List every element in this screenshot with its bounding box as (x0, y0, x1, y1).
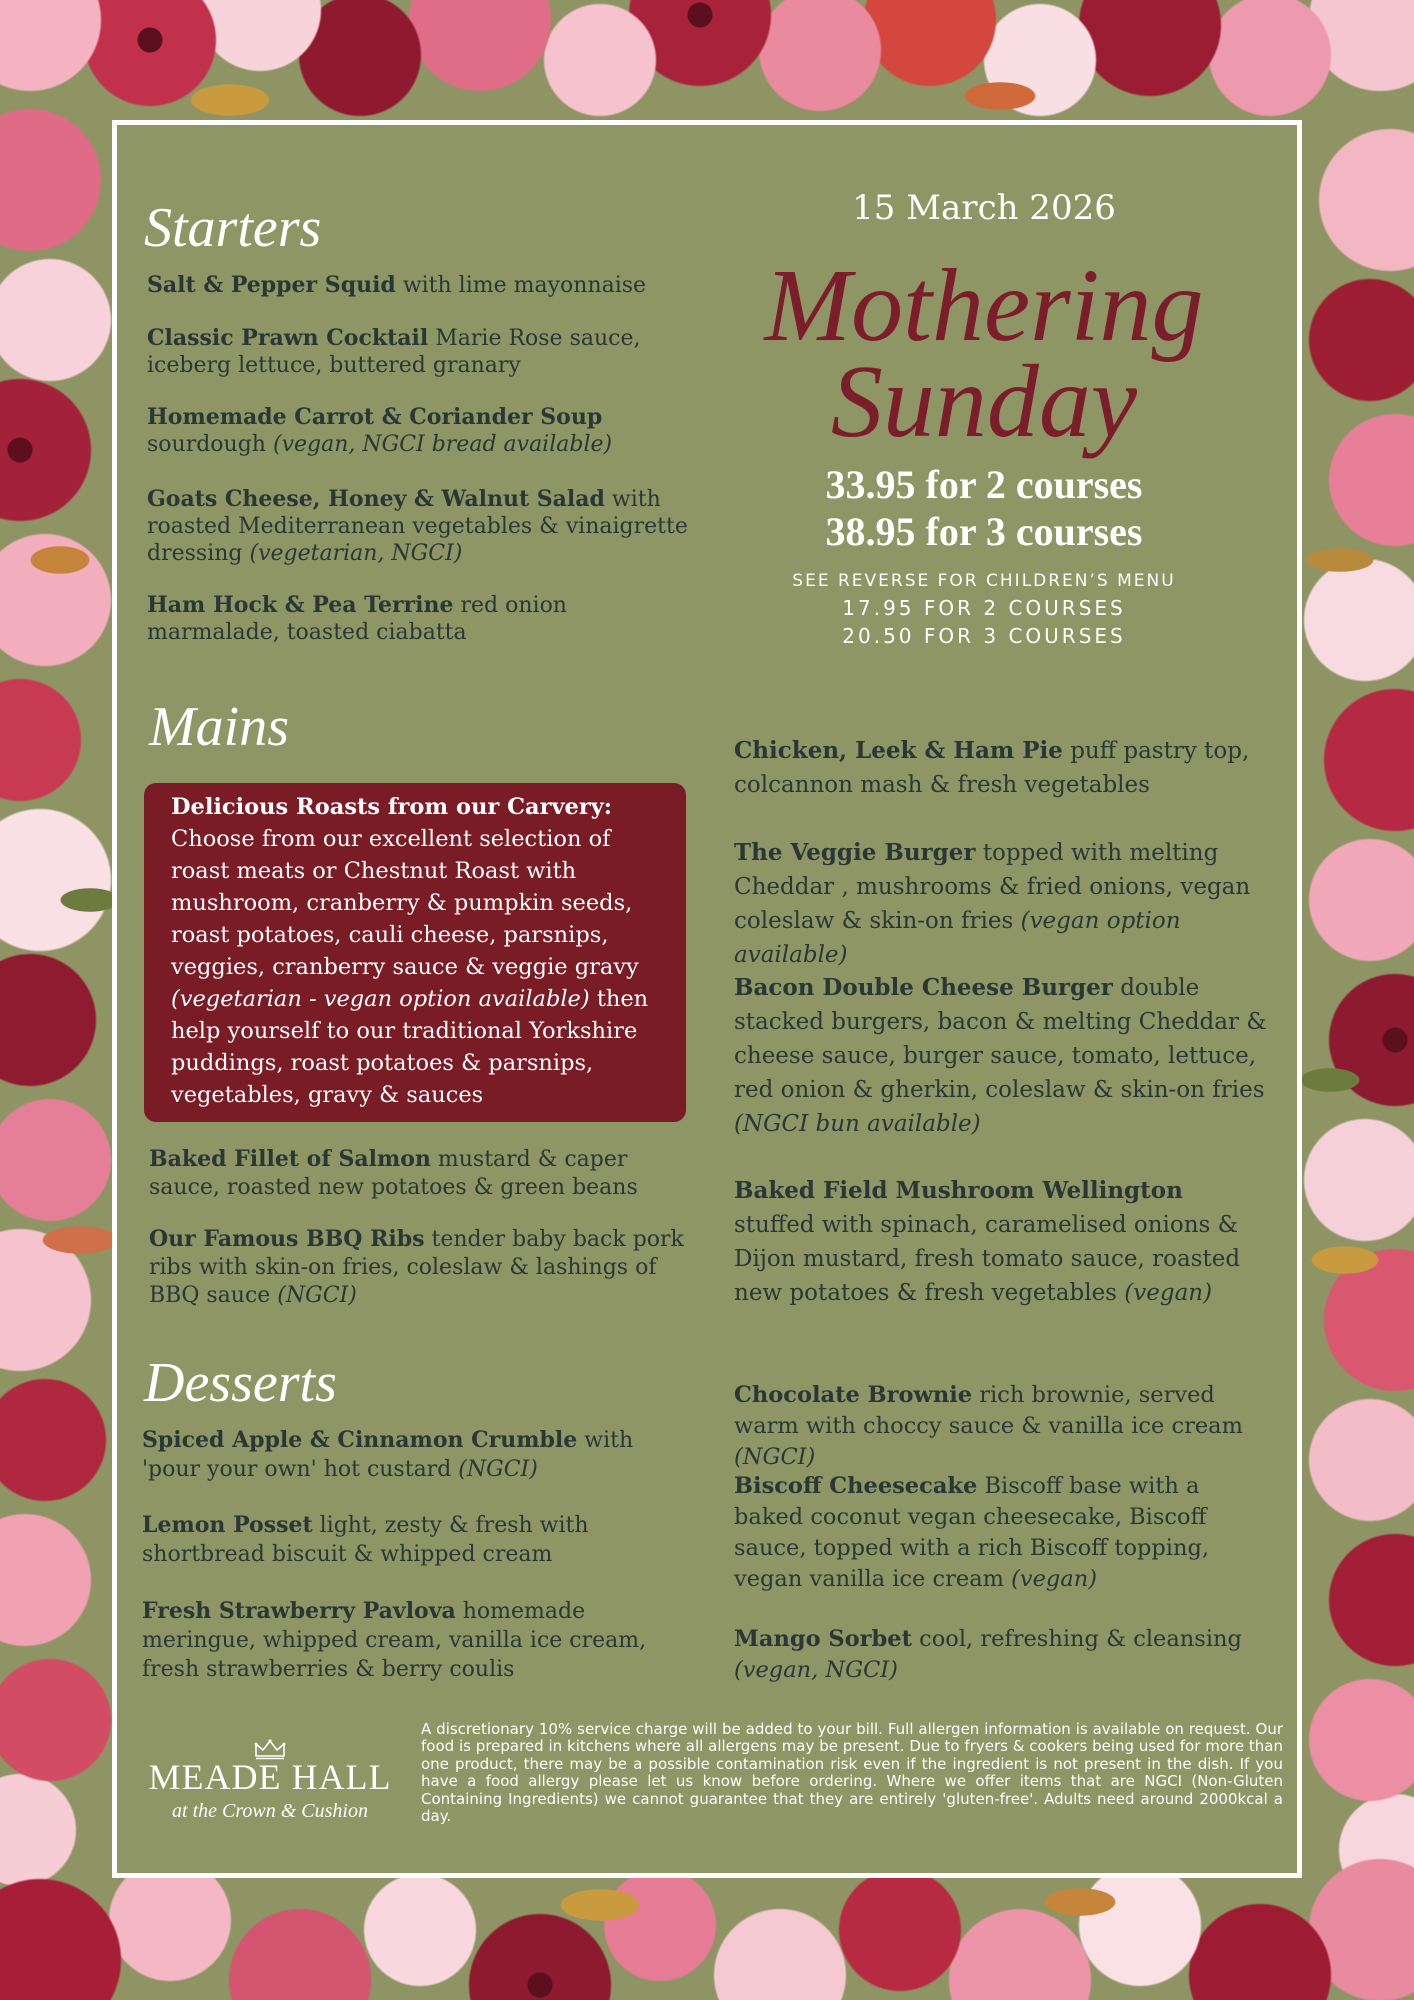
dish-name: Bacon Double Cheese Burger (734, 974, 1113, 1001)
dessert-item (142, 1426, 694, 1484)
dish-name: Spiced Apple & Cinnamon Crumble (142, 1427, 578, 1453)
starter-item (147, 592, 695, 646)
dish-description: with 'pour your own' hot custard (142, 1428, 634, 1482)
dietary-note: (vegetarian - vegan option available) (171, 986, 590, 1012)
dish-name: Homemade Carrot & Coriander Soup (147, 404, 603, 430)
dish-name: Fresh Strawberry Pavlova (142, 1598, 456, 1624)
carvery-description: Choose from our excellent selection of roast meats or Chestnut Roast with mushroom, cranberry & pumpkin seeds, roast potatoes, cauli cheese, parsnips, veggies, cranberry sauce & veggie gravy (171, 826, 639, 980)
starter-item (147, 404, 695, 458)
children-price-2-courses: 17.95 FOR 2 COURSES (842, 596, 1126, 620)
dish-description: red onion marmalade, toasted ciabatta (147, 593, 567, 645)
dish-name: Biscoff Cheesecake (734, 1473, 978, 1499)
dish-name: Our Famous BBQ Ribs (149, 1226, 425, 1252)
dish-description: light, zesty & fresh with shortbread biscuit & whipped cream (142, 1513, 589, 1567)
main-item (734, 971, 1269, 1141)
event-title-line2: Sunday (830, 344, 1138, 459)
dessert-item (734, 1471, 1274, 1595)
dietary-note: (vegan option available) (734, 908, 1181, 968)
dish-name: Chicken, Leek & Ham Pie (734, 737, 1063, 764)
main-item (734, 1174, 1269, 1310)
dietary-note: (vegetarian, NGCI) (249, 541, 463, 566)
starter-item (147, 272, 695, 299)
dietary-note: (vegan, NGCI) (734, 1657, 898, 1683)
dish-description: with lime mayonnaise (402, 273, 647, 298)
dish-description: stuffed with spinach, caramelised onions & Dijon mustard, fresh tomato sauce, roasted new potatoes & fresh vegetables (734, 1212, 1241, 1306)
dish-name: Goats Cheese, Honey & Walnut Salad (147, 486, 605, 512)
children-price-3-courses: 20.50 FOR 3 COURSES (842, 624, 1126, 648)
starter-item (147, 325, 695, 379)
mains-heading: Mains (149, 696, 289, 758)
dessert-item (734, 1624, 1274, 1686)
carvery-heading: Delicious Roasts from our Carvery: (171, 794, 613, 820)
dessert-item (142, 1597, 694, 1684)
dish-description: cool, refreshing & cleansing (919, 1626, 1242, 1652)
main-item (734, 734, 1269, 802)
starter-item (147, 486, 695, 567)
dietary-note: (NGCI) (277, 1283, 357, 1308)
price-3-courses: 38.95 for 3 courses (825, 509, 1143, 554)
dish-description: rich brownie, served warm with choccy sauce & vanilla ice cream (734, 1382, 1243, 1439)
dish-description: puff pastry top, colcannon mash & fresh vegetables (734, 738, 1250, 798)
dish-description: homemade meringue, whipped cream, vanilla ice cream, fresh strawberries & berry coulis (142, 1599, 647, 1682)
dish-name: Classic Prawn Cocktail (147, 325, 429, 351)
dietary-note: (vegan) (1011, 1566, 1098, 1592)
event-date: 15 March 2026 (852, 188, 1116, 228)
dish-name: Baked Fillet of Salmon (149, 1146, 431, 1172)
price-2-courses: 33.95 for 2 courses (825, 462, 1143, 507)
dish-name: The Veggie Burger (734, 839, 976, 866)
dietary-note: (NGCI) (458, 1457, 538, 1482)
dietary-note: (vegan, NGCI bread available) (272, 432, 613, 457)
dessert-item (142, 1511, 694, 1569)
dish-name: Baked Field Mushroom Wellington (734, 1177, 1183, 1204)
main-item (149, 1145, 694, 1202)
dish-description: Marie Rose sauce, iceberg lettuce, buttered granary (147, 326, 641, 378)
desserts-heading: Desserts (144, 1352, 337, 1414)
starters-heading: Starters (144, 197, 322, 259)
dish-name: Salt & Pepper Squid (147, 272, 396, 298)
logo-tagline: at the Crown & Cushion (172, 1800, 368, 1822)
carvery-description-continued: then help yourself to our traditional Yorkshire puddings, roast potatoes & parsnips, vegetables, gravy & sauces (171, 986, 649, 1108)
dish-description: mustard & caper sauce, roasted new potatoes & green beans (149, 1147, 638, 1200)
logo-name: MEADE HALL (148, 1757, 392, 1797)
dietary-note: (NGCI bun available) (734, 1111, 981, 1137)
dish-description: with roasted Mediterranean vegetables & vinaigrette dressing (147, 487, 688, 566)
children-menu-note: SEE REVERSE FOR CHILDREN’S MENU (792, 571, 1176, 591)
event-title-line1: Mothering (764, 248, 1204, 363)
main-item (149, 1225, 694, 1310)
carvery-box (144, 783, 686, 1122)
dessert-item (734, 1380, 1274, 1473)
dish-name: Ham Hock & Pea Terrine (147, 592, 454, 618)
dish-description: double stacked burgers, bacon & melting Cheddar & cheese sauce, burger sauce, tomato, lettuce, red onion & gherkin, coleslaw & skin-on fries (734, 975, 1267, 1103)
dish-description: topped with melting Cheddar , mushrooms & fried onions, vegan coleslaw & skin-on fries (734, 840, 1251, 934)
allergen-disclaimer: A discretionary 10% service charge will be added to your bill. Full allergen information is available on request. Our food is prepared in kitchens where all allergens may be present. Due to fryers & cookers being used for more than one product, there may be a possible contamination risk even if the ingredient is not present in the dish. If you have a food allergy please let us know before ordering. Where we offer items that are NGCI (Non-Gluten Containing Ingredients) we cannot guarantee that they are entirely 'gluten-free'. Adults need around 2000kcal a day. (421, 1720, 1283, 1826)
dish-description: tender baby back pork ribs with skin-on fries, coleslaw & lashings of BBQ sauce (149, 1227, 684, 1308)
dish-name: Mango Sorbet (734, 1626, 912, 1652)
dish-name: Lemon Posset (142, 1512, 313, 1538)
main-item (734, 836, 1269, 972)
dish-description: sourdough (147, 432, 266, 457)
dietary-note: (NGCI) (734, 1444, 816, 1470)
dish-description: Biscoff base with a baked coconut vegan cheesecake, Biscoff sauce, topped with a rich Biscoff topping, vegan vanilla ice cream (734, 1473, 1210, 1592)
dietary-note: (vegan) (1124, 1280, 1213, 1306)
dish-name: Chocolate Brownie (734, 1382, 973, 1408)
